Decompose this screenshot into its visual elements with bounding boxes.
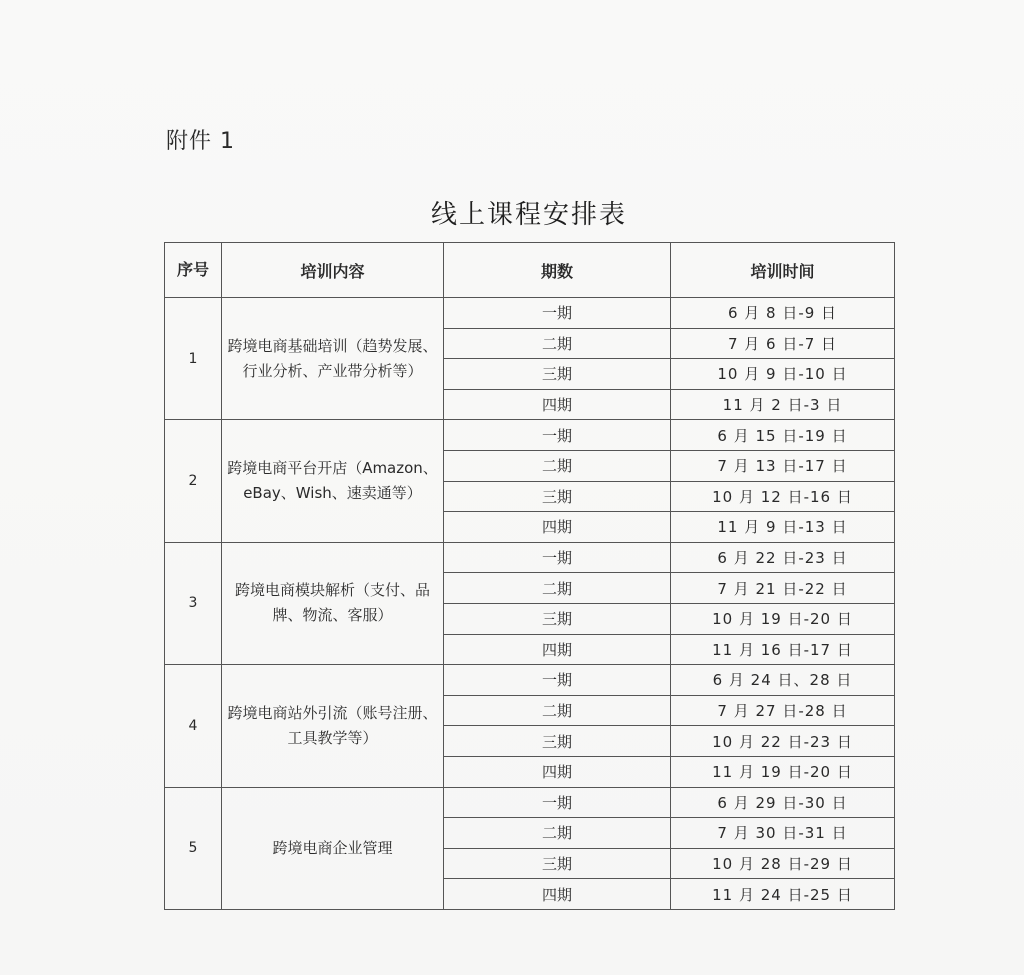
row-training-time: 6 月 24 日、28 日: [671, 665, 895, 696]
row-training-content: 跨境电商模块解析（支付、品牌、物流、客服）: [222, 542, 444, 664]
header-content: 培训内容: [222, 243, 444, 298]
row-phase: 一期: [444, 420, 671, 451]
row-training-time: 10 月 22 日-23 日: [671, 726, 895, 757]
header-phase: 期数: [444, 243, 671, 298]
row-phase: 三期: [444, 481, 671, 512]
row-phase: 四期: [444, 879, 671, 910]
row-training-content: 跨境电商站外引流（账号注册、工具教学等）: [222, 665, 444, 787]
row-phase: 四期: [444, 512, 671, 543]
row-training-time: 11 月 16 日-17 日: [671, 634, 895, 665]
row-phase: 一期: [444, 787, 671, 818]
row-training-time: 7 月 6 日-7 日: [671, 328, 895, 359]
row-seq-number: 1: [165, 298, 222, 420]
table-row: [165, 298, 895, 329]
row-training-content: 跨境电商平台开店（Amazon、eBay、Wish、速卖通等）: [222, 420, 444, 542]
row-training-time: 10 月 19 日-20 日: [671, 603, 895, 634]
course-schedule-table: [164, 242, 895, 910]
table-row: [165, 542, 895, 573]
row-training-time: 7 月 21 日-22 日: [671, 573, 895, 604]
row-phase: 四期: [444, 756, 671, 787]
row-training-time: 11 月 2 日-3 日: [671, 389, 895, 420]
row-seq-number: 2: [165, 420, 222, 542]
row-seq-number: 3: [165, 542, 222, 664]
row-phase: 二期: [444, 450, 671, 481]
row-phase: 一期: [444, 298, 671, 329]
table-row: [165, 665, 895, 696]
row-training-time: 11 月 9 日-13 日: [671, 512, 895, 543]
row-phase: 二期: [444, 818, 671, 849]
row-training-time: 6 月 8 日-9 日: [671, 298, 895, 329]
document-title: 线上课程安排表: [430, 200, 627, 230]
header-time: 培训时间: [671, 243, 895, 298]
table-row: [165, 787, 895, 818]
row-training-time: 6 月 29 日-30 日: [671, 787, 895, 818]
row-training-time: 10 月 9 日-10 日: [671, 359, 895, 390]
row-phase: 二期: [444, 573, 671, 604]
row-seq-number: 5: [165, 787, 222, 910]
row-phase: 四期: [444, 634, 671, 665]
header-seq: 序号: [165, 243, 222, 298]
row-phase: 三期: [444, 359, 671, 390]
row-training-content: 跨境电商基础培训（趋势发展、行业分析、产业带分析等）: [222, 298, 444, 420]
row-training-time: 7 月 27 日-28 日: [671, 695, 895, 726]
row-training-time: 7 月 30 日-31 日: [671, 818, 895, 849]
row-seq-number: 4: [165, 665, 222, 787]
row-phase: 三期: [444, 848, 671, 879]
table-row: [165, 420, 895, 451]
row-training-time: 10 月 12 日-16 日: [671, 481, 895, 512]
row-training-time: 6 月 22 日-23 日: [671, 542, 895, 573]
row-training-content: 跨境电商企业管理: [222, 787, 444, 910]
row-phase: 二期: [444, 695, 671, 726]
attachment-label: 附件 1: [166, 129, 235, 154]
row-training-time: 10 月 28 日-29 日: [671, 848, 895, 879]
row-phase: 三期: [444, 726, 671, 757]
row-training-time: 6 月 15 日-19 日: [671, 420, 895, 451]
row-training-time: 11 月 19 日-20 日: [671, 756, 895, 787]
row-training-time: 7 月 13 日-17 日: [671, 450, 895, 481]
table-header-row: [165, 243, 895, 298]
row-phase: 一期: [444, 665, 671, 696]
row-phase: 一期: [444, 542, 671, 573]
row-training-time: 11 月 24 日-25 日: [671, 879, 895, 910]
table-body: [165, 298, 895, 910]
row-phase: 二期: [444, 328, 671, 359]
row-phase: 三期: [444, 603, 671, 634]
row-phase: 四期: [444, 389, 671, 420]
